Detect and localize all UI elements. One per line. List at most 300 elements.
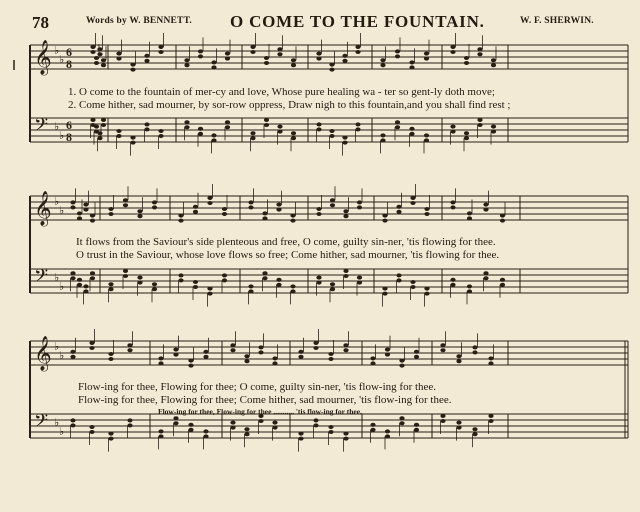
note-head	[343, 274, 348, 278]
note-head	[152, 282, 157, 286]
system-1-verse-1: 1. O come to the fountain of mer-cy and love, Whose pure healing wa - ter so gent-ly doth move;	[68, 86, 495, 98]
note-head	[248, 289, 253, 293]
note-head	[198, 49, 203, 53]
note-head	[83, 208, 88, 212]
note-head	[222, 278, 227, 282]
note-head	[89, 341, 94, 345]
note-head	[477, 52, 482, 56]
note-head	[409, 132, 414, 136]
note-head	[90, 50, 95, 54]
note-head	[158, 45, 163, 49]
treble-clef: 𝄞	[34, 191, 52, 226]
note-head	[244, 427, 249, 431]
note-head	[330, 282, 335, 286]
note-head	[450, 125, 455, 129]
note-head	[137, 214, 142, 218]
note-head	[491, 125, 496, 129]
note-head	[184, 125, 189, 129]
note-head	[355, 50, 360, 54]
note-head	[158, 50, 163, 54]
note-head	[313, 418, 318, 422]
system-2-verse-1: It flows from the Saviour's side plenteous and free, O come, guilty sin-ner, 'tis flowing for thee.	[76, 236, 496, 248]
note-head	[130, 68, 135, 72]
note-head	[108, 287, 113, 291]
note-head	[370, 423, 375, 427]
note-head	[83, 203, 88, 207]
note-head	[108, 282, 113, 286]
note-head	[130, 63, 135, 67]
note-head	[450, 45, 455, 49]
note-head	[203, 429, 208, 433]
note-head	[211, 133, 216, 137]
note-head	[276, 278, 281, 282]
note-head	[248, 284, 253, 288]
note-head	[357, 200, 362, 204]
note-head	[329, 134, 334, 138]
flat-sign: ♭	[59, 54, 65, 66]
note-head	[225, 52, 230, 56]
note-head	[198, 54, 203, 58]
note-head	[207, 196, 212, 200]
bass-clef: 𝄢	[34, 266, 49, 291]
note-head	[130, 141, 135, 145]
system-3-verse-1: Flow-ing for thee, Flowing for thee; O come, guilty sin-ner, 'tis flow-ing for thee.	[78, 381, 437, 393]
note-head	[467, 289, 472, 293]
note-head	[127, 423, 132, 427]
note-head	[158, 129, 163, 133]
note-head	[385, 348, 390, 352]
note-head	[450, 283, 455, 287]
note-head	[178, 273, 183, 277]
note-head	[357, 205, 362, 209]
note-head	[116, 57, 121, 61]
note-head	[395, 49, 400, 53]
note-head	[464, 131, 469, 135]
note-head	[276, 203, 281, 207]
bass-clef: 𝄢	[34, 411, 49, 436]
note-head	[211, 60, 216, 64]
note-head	[399, 364, 404, 368]
note-head	[264, 61, 269, 65]
note-head	[178, 219, 183, 223]
flat-sign: ♭	[54, 341, 60, 353]
note-head	[380, 138, 385, 142]
note-head	[188, 364, 193, 368]
note-head	[262, 271, 267, 275]
note-head	[316, 281, 321, 285]
note-head	[264, 118, 269, 122]
note-head	[343, 432, 348, 436]
note-head	[500, 219, 505, 223]
note-head	[207, 292, 212, 296]
system-3-verse-2: Flow-ing for thee, Flowing for thee; Come hither, sad mourner, 'tis flow-ing for thee.	[78, 394, 452, 406]
flat-sign: ♭	[59, 130, 65, 142]
treble-clef: 𝄞	[34, 336, 52, 371]
note-head	[491, 63, 496, 67]
note-head	[77, 216, 82, 220]
note-head	[101, 123, 106, 127]
note-head	[450, 130, 455, 134]
note-head	[244, 359, 249, 363]
note-head	[491, 58, 496, 62]
bass-clef: 𝄢	[34, 115, 49, 140]
note-head	[424, 57, 429, 61]
note-head	[440, 419, 445, 423]
note-head	[316, 212, 321, 216]
note-head	[491, 130, 496, 134]
note-head	[467, 284, 472, 288]
note-head	[472, 345, 477, 349]
note-head	[258, 350, 263, 354]
note-head	[355, 127, 360, 131]
note-head	[298, 355, 303, 359]
note-head	[77, 278, 82, 282]
note-head	[207, 201, 212, 205]
note-head	[264, 123, 269, 127]
note-head	[70, 423, 75, 427]
note-head	[290, 289, 295, 293]
note-head	[414, 423, 419, 427]
note-head	[250, 131, 255, 135]
note-head	[97, 47, 102, 51]
note-head	[370, 356, 375, 360]
note-head	[184, 58, 189, 62]
note-head	[207, 287, 212, 291]
note-head	[193, 205, 198, 209]
note-head	[90, 276, 95, 280]
note-head	[108, 352, 113, 356]
note-head	[108, 432, 113, 436]
note-head	[70, 350, 75, 354]
note-head	[77, 283, 82, 287]
note-head	[230, 343, 235, 347]
note-head	[178, 278, 183, 282]
note-head	[203, 355, 208, 359]
note-head	[89, 425, 94, 429]
note-head	[355, 122, 360, 126]
note-head	[230, 348, 235, 352]
note-head	[440, 414, 445, 418]
note-head	[144, 122, 149, 126]
note-head	[230, 426, 235, 430]
note-head	[222, 212, 227, 216]
note-head	[291, 63, 296, 67]
note-head	[83, 289, 88, 293]
note-head	[152, 287, 157, 291]
note-head	[328, 357, 333, 361]
flat-sign: ♭	[59, 205, 65, 217]
note-head	[272, 356, 277, 360]
note-head	[123, 198, 128, 202]
note-head	[225, 125, 230, 129]
note-head	[385, 429, 390, 433]
note-head	[357, 281, 362, 285]
note-head	[313, 341, 318, 345]
time-signature-denominator: 8	[66, 130, 72, 144]
note-head	[83, 284, 88, 288]
note-head	[316, 122, 321, 126]
note-head	[328, 352, 333, 356]
note-head	[77, 211, 82, 215]
note-head	[414, 350, 419, 354]
note-head	[399, 359, 404, 363]
flat-sign: ♭	[59, 426, 65, 438]
note-head	[456, 426, 461, 430]
note-head	[108, 207, 113, 211]
note-head	[440, 343, 445, 347]
note-head	[184, 63, 189, 67]
note-head	[424, 207, 429, 211]
note-head	[116, 129, 121, 133]
note-head	[244, 432, 249, 436]
note-head	[450, 205, 455, 209]
note-head	[262, 276, 267, 280]
note-head	[396, 210, 401, 214]
note-head	[173, 348, 178, 352]
note-head	[144, 59, 149, 63]
note-head	[472, 427, 477, 431]
note-head	[410, 201, 415, 205]
note-head	[127, 343, 132, 347]
note-head	[90, 271, 95, 275]
note-head	[450, 200, 455, 204]
note-head	[90, 219, 95, 223]
note-head	[127, 348, 132, 352]
note-head	[414, 428, 419, 432]
note-head	[467, 216, 472, 220]
note-head	[380, 133, 385, 137]
note-head	[440, 348, 445, 352]
note-head	[258, 345, 263, 349]
note-head	[380, 63, 385, 67]
note-head	[370, 361, 375, 365]
time-signature-denominator: 8	[66, 57, 72, 71]
note-head	[483, 203, 488, 207]
note-head	[70, 276, 75, 280]
note-head	[382, 287, 387, 291]
note-head	[137, 281, 142, 285]
note-head	[277, 125, 282, 129]
hymn-title: O COME TO THE FOUNTAIN.	[230, 12, 485, 31]
note-head	[370, 428, 375, 432]
note-head	[342, 141, 347, 145]
note-head	[70, 205, 75, 209]
note-head	[472, 432, 477, 436]
note-head	[424, 212, 429, 216]
note-head	[477, 47, 482, 51]
note-head	[276, 208, 281, 212]
note-head	[101, 118, 106, 122]
note-head	[395, 125, 400, 129]
time-signature-numerator: 6	[66, 45, 72, 59]
note-head	[329, 129, 334, 133]
note-head	[108, 437, 113, 441]
note-head	[222, 207, 227, 211]
note-head	[313, 423, 318, 427]
note-head	[464, 56, 469, 60]
note-head	[500, 278, 505, 282]
note-head	[127, 418, 132, 422]
note-head	[173, 416, 178, 420]
note-head	[298, 437, 303, 441]
note-head	[258, 419, 263, 423]
note-head	[316, 52, 321, 56]
note-head	[158, 134, 163, 138]
note-head	[225, 57, 230, 61]
note-head	[108, 212, 113, 216]
note-head	[396, 278, 401, 282]
note-head	[329, 63, 334, 67]
note-head	[248, 205, 253, 209]
note-head	[158, 429, 163, 433]
note-head	[409, 65, 414, 69]
note-head	[101, 58, 106, 62]
note-head	[70, 418, 75, 422]
note-head	[330, 287, 335, 291]
note-head	[250, 45, 255, 49]
note-head	[272, 426, 277, 430]
note-head	[316, 276, 321, 280]
note-head	[396, 205, 401, 209]
note-head	[342, 136, 347, 140]
note-head	[94, 125, 99, 129]
flat-sign: ♭	[54, 196, 60, 208]
note-head	[291, 58, 296, 62]
note-head	[89, 430, 94, 434]
note-head	[262, 211, 267, 215]
note-head	[198, 132, 203, 136]
note-head	[277, 47, 282, 51]
note-head	[409, 60, 414, 64]
note-head	[343, 437, 348, 441]
note-head	[329, 68, 334, 72]
note-head	[298, 350, 303, 354]
note-head	[290, 284, 295, 288]
note-head	[188, 428, 193, 432]
note-head	[477, 123, 482, 127]
note-head	[290, 219, 295, 223]
note-head	[450, 50, 455, 54]
note-head	[97, 52, 102, 56]
note-head	[409, 127, 414, 131]
note-head	[137, 209, 142, 213]
note-head	[193, 280, 198, 284]
note-head	[424, 292, 429, 296]
note-head	[272, 421, 277, 425]
note-head	[330, 198, 335, 202]
note-head	[193, 285, 198, 289]
note-head	[173, 353, 178, 357]
note-head	[483, 208, 488, 212]
note-head	[198, 127, 203, 131]
note-head	[483, 271, 488, 275]
note-head	[464, 61, 469, 65]
note-head	[70, 355, 75, 359]
note-head	[116, 52, 121, 56]
note-head	[396, 273, 401, 277]
note-head	[316, 207, 321, 211]
note-head	[203, 350, 208, 354]
note-head	[343, 343, 348, 347]
note-head	[357, 276, 362, 280]
note-head	[313, 346, 318, 350]
note-head	[178, 214, 183, 218]
note-head	[250, 50, 255, 54]
note-head	[456, 359, 461, 363]
flat-sign: ♭	[54, 121, 60, 133]
note-head	[250, 136, 255, 140]
note-head	[424, 52, 429, 56]
note-head	[158, 356, 163, 360]
system-3-bass-cue: Flow-ing for thee, Flow-ing for thee ........... 'tis flow-ing for thee.	[158, 407, 362, 416]
note-head	[90, 45, 95, 49]
note-head	[477, 118, 482, 122]
note-head	[123, 269, 128, 273]
note-head	[385, 434, 390, 438]
note-head	[94, 56, 99, 60]
note-head	[414, 355, 419, 359]
note-head	[188, 423, 193, 427]
note-head	[380, 58, 385, 62]
note-head	[410, 196, 415, 200]
note-head	[316, 57, 321, 61]
system-1-verse-2: 2. Come hither, sad mourner, by sor-row oppress, Draw nigh to this fountain,and you shall find rest ;	[68, 99, 511, 111]
note-head	[248, 200, 253, 204]
note-head	[355, 45, 360, 49]
note-head	[343, 269, 348, 273]
system-2-verse-2: O trust in the Saviour, whose love flows so free; Come hither, sad mourner, 'tis flowing for thee.	[76, 249, 500, 261]
note-head	[272, 361, 277, 365]
note-head	[244, 354, 249, 358]
note-head	[342, 59, 347, 63]
note-head	[152, 200, 157, 204]
note-head	[277, 52, 282, 56]
flat-sign: ♭	[59, 281, 65, 293]
note-head	[316, 127, 321, 131]
note-head	[70, 271, 75, 275]
flat-sign: ♭	[54, 272, 60, 284]
note-head	[130, 136, 135, 140]
flat-sign: ♭	[54, 45, 60, 57]
note-head	[97, 131, 102, 135]
note-head	[488, 356, 493, 360]
note-head	[276, 283, 281, 287]
note-head	[97, 136, 102, 140]
note-head	[500, 283, 505, 287]
note-head	[90, 118, 95, 122]
note-head	[264, 56, 269, 60]
note-head	[385, 353, 390, 357]
note-head	[222, 273, 227, 277]
note-head	[291, 136, 296, 140]
flat-sign: ♭	[59, 350, 65, 362]
note-head	[211, 138, 216, 142]
note-head	[230, 421, 235, 425]
treble-clef: 𝄞	[34, 40, 52, 75]
note-head	[399, 416, 404, 420]
note-head	[328, 425, 333, 429]
note-head	[500, 214, 505, 218]
note-head	[410, 280, 415, 284]
note-head	[225, 120, 230, 124]
note-head	[343, 209, 348, 213]
note-head	[488, 419, 493, 423]
note-head	[343, 348, 348, 352]
note-head	[424, 138, 429, 142]
flat-sign: ♭	[54, 417, 60, 429]
note-head	[158, 361, 163, 365]
note-head	[158, 434, 163, 438]
